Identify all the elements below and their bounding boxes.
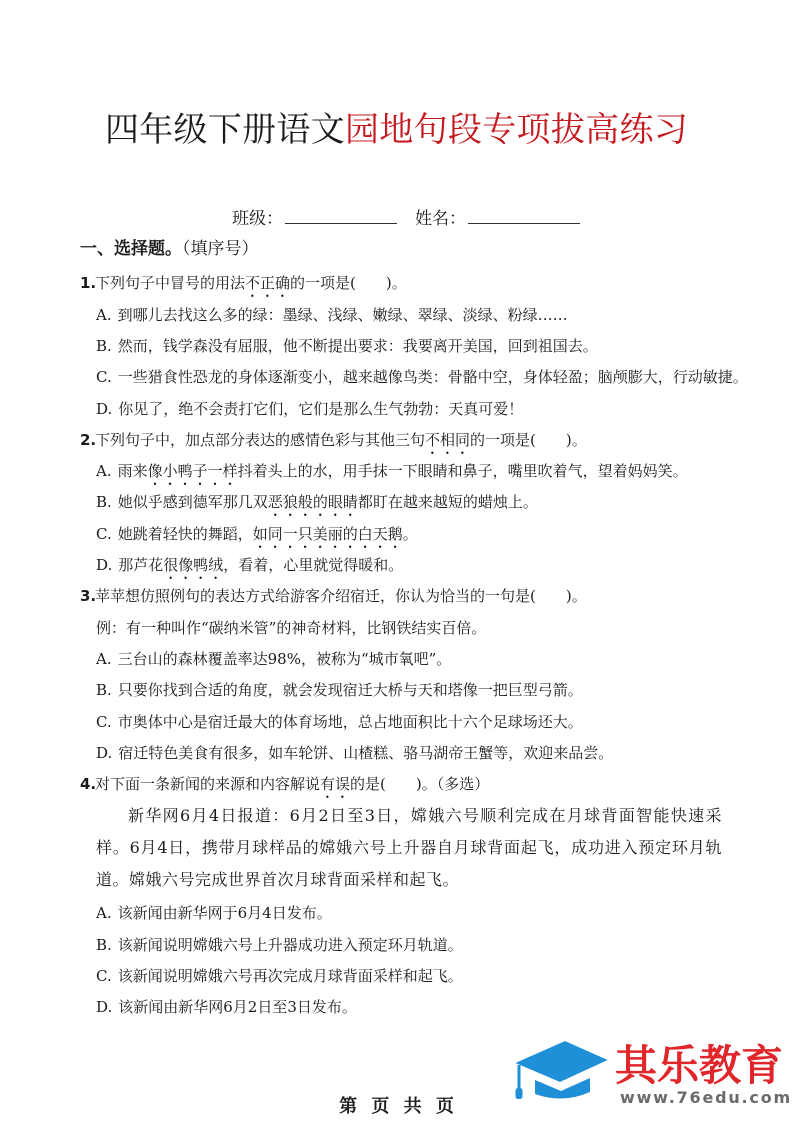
question-2-option-c [80,519,770,550]
option-label: A. [96,904,112,923]
option-label: C. [96,524,112,543]
option-label: D. [96,399,113,418]
option-label: D. [96,743,113,762]
question-1-option-c [80,362,770,393]
question-1-option-a [80,300,770,331]
question-4-option-d [80,992,770,1023]
example-sentence: 例：有一种叫作“碳纳米管”的神奇材料，比钢铁结实百倍。 [96,618,487,637]
question-2-option-d [80,550,770,581]
question-3-option-b [80,675,770,706]
questions [80,268,770,1023]
option-text: 只要你找到合适的角度，就会发现宿迁大桥与天和塔像一把巨型弓箭。 [117,681,583,700]
question-3-option-a [80,644,770,675]
question-3-option-c [80,707,770,738]
section-note: （填序号） [182,239,259,259]
question-2-stem [80,425,770,456]
dotted-phrase: 不相同 [425,430,471,449]
option-label: C. [96,712,112,731]
student-info [232,205,580,232]
section-heading [80,236,259,262]
option-label: B. [96,681,112,700]
option-text: 该新闻由新华网于6月4日发布。 [117,904,332,923]
worksheet-title [0,108,793,152]
option-text: 。 [402,524,418,543]
option-text: 然而，钱学森没有屈服，他不断提出要求：我要离开美国，回到祖国去。 [117,336,598,355]
question-4-option-b [80,930,770,961]
option-label: A. [96,462,112,481]
option-text: 该新闻说明嫦娥六号上升器成功进入预定环月轨道。 [117,935,463,954]
option-label: B. [96,935,112,954]
title-red-part: 园地句段专项拔高练习 [345,110,689,150]
dotted-phrase: 有误 [320,775,351,794]
graduation-cap-icon [511,1036,611,1102]
question-4-option-a [80,898,770,929]
option-label: D. [96,556,113,575]
question-2-option-b [80,487,770,518]
name-blank-line [468,205,580,224]
option-text: 雨来 [117,462,148,481]
dotted-phrase: 不正确 [245,274,291,293]
stem-text: 的是( )。（多选） [350,775,490,794]
option-label: C. [96,966,112,985]
logo-name: 其乐教育 [615,1041,784,1090]
option-text: 那芦花 [118,556,164,575]
stem-text: 对下面一条新闻的来源和内容解说 [95,775,321,794]
option-label: B. [96,336,112,355]
stem-text: 的一项是( )。 [470,430,587,449]
option-label: A. [96,305,112,324]
question-1-option-d [80,394,770,425]
name-label: 姓名： [415,209,466,229]
option-text: 宿迁特色美食有很多，如车轮饼、山楂糕、骆马湖帝王蟹等，欢迎来品尝。 [118,743,614,762]
question-2-option-a [80,456,770,487]
question-number: 1. [80,274,97,293]
option-text: ，看着，心里就觉得暖和。 [223,556,404,575]
stem-text: 下列句子中，加点部分表达的感情色彩与其他三句 [95,430,426,449]
option-text: 到哪儿去找这么多的绿：墨绿、浅绿、嫩绿、翠绿、淡绿、粉绿…… [117,305,568,324]
class-blank-line [285,205,397,224]
dotted-phrase: 像小鸭子一样 [147,462,238,481]
option-label: A. [96,649,112,668]
question-1-stem [80,268,770,299]
option-text: 市奥体中心是宿迁最大的体育场地，总占地面积比十六个足球场还大。 [117,712,583,731]
question-4-stem [80,769,770,800]
option-text: 她似乎感到德军那几双 [117,493,268,512]
option-label: C. [96,368,112,387]
dotted-phrase: 恶狼般的眼睛 [267,493,358,512]
page-footer: 第 页 共 页 [339,1096,454,1117]
option-label: B. [96,493,112,512]
title-black-part: 四年级下册语文 [104,110,346,150]
option-text: 该新闻由新华网6月2日至3日发布。 [118,998,357,1017]
question-4-option-c [80,961,770,992]
stem-text: 下列句子中冒号的用法 [95,274,246,293]
option-text: 该新闻说明嫦娥六号再次完成月球背面采样和起飞。 [117,966,463,985]
class-label: 班级： [232,209,283,229]
option-text: 都盯在越来越短的蜡烛上。 [357,493,538,512]
option-text: 你见了，绝不会责打它们，它们是那么生气勃勃：天真可爱！ [118,399,524,418]
question-number: 3. [80,587,97,606]
dotted-phrase: 很像鸭绒 [163,556,224,575]
option-text: 三台山的森林覆盖率达98%，被称为“城市氧吧”。 [117,649,452,668]
news-passage: 新华网6月4日报道：6月2日至3日，嫦娥六号顺利完成在月球背面智能快速采样。6月4日，携带月球样品的嫦娥六号上升器自月球背面起飞，成功进入预定环月轨道。嫦娥六号完成世界首次月球背面采样和起飞。 [96,806,722,890]
question-3-stem [80,581,770,612]
logo-url: www.76edu.com [620,1088,792,1107]
option-text: 抖着头上的水，用手抹一下眼睛和鼻子，嘴里吹着气，望着妈妈笑。 [237,462,688,481]
option-text: 她跳着轻快的舞蹈， [117,524,253,543]
question-number: 2. [80,430,97,449]
question-1-option-b [80,331,770,362]
question-number: 4. [80,775,97,794]
stem-text: 苹苹想仿照例句的表达方式给游客介绍宿迁，你认为恰当的一句是( )。 [95,587,587,606]
section-title: 一、选择题。 [80,239,182,259]
dotted-phrase: 如同一只美丽的白天鹅 [252,524,403,543]
stem-text: 的一项是( )。 [290,274,407,293]
option-text: 一些猎食性恐龙的身体逐渐变小，越来越像鸟类：骨骼中空，身体轻盈；脑颅膨大，行动敏捷。 [117,368,748,387]
option-label: D. [96,998,113,1017]
question-3-option-d [80,738,770,769]
